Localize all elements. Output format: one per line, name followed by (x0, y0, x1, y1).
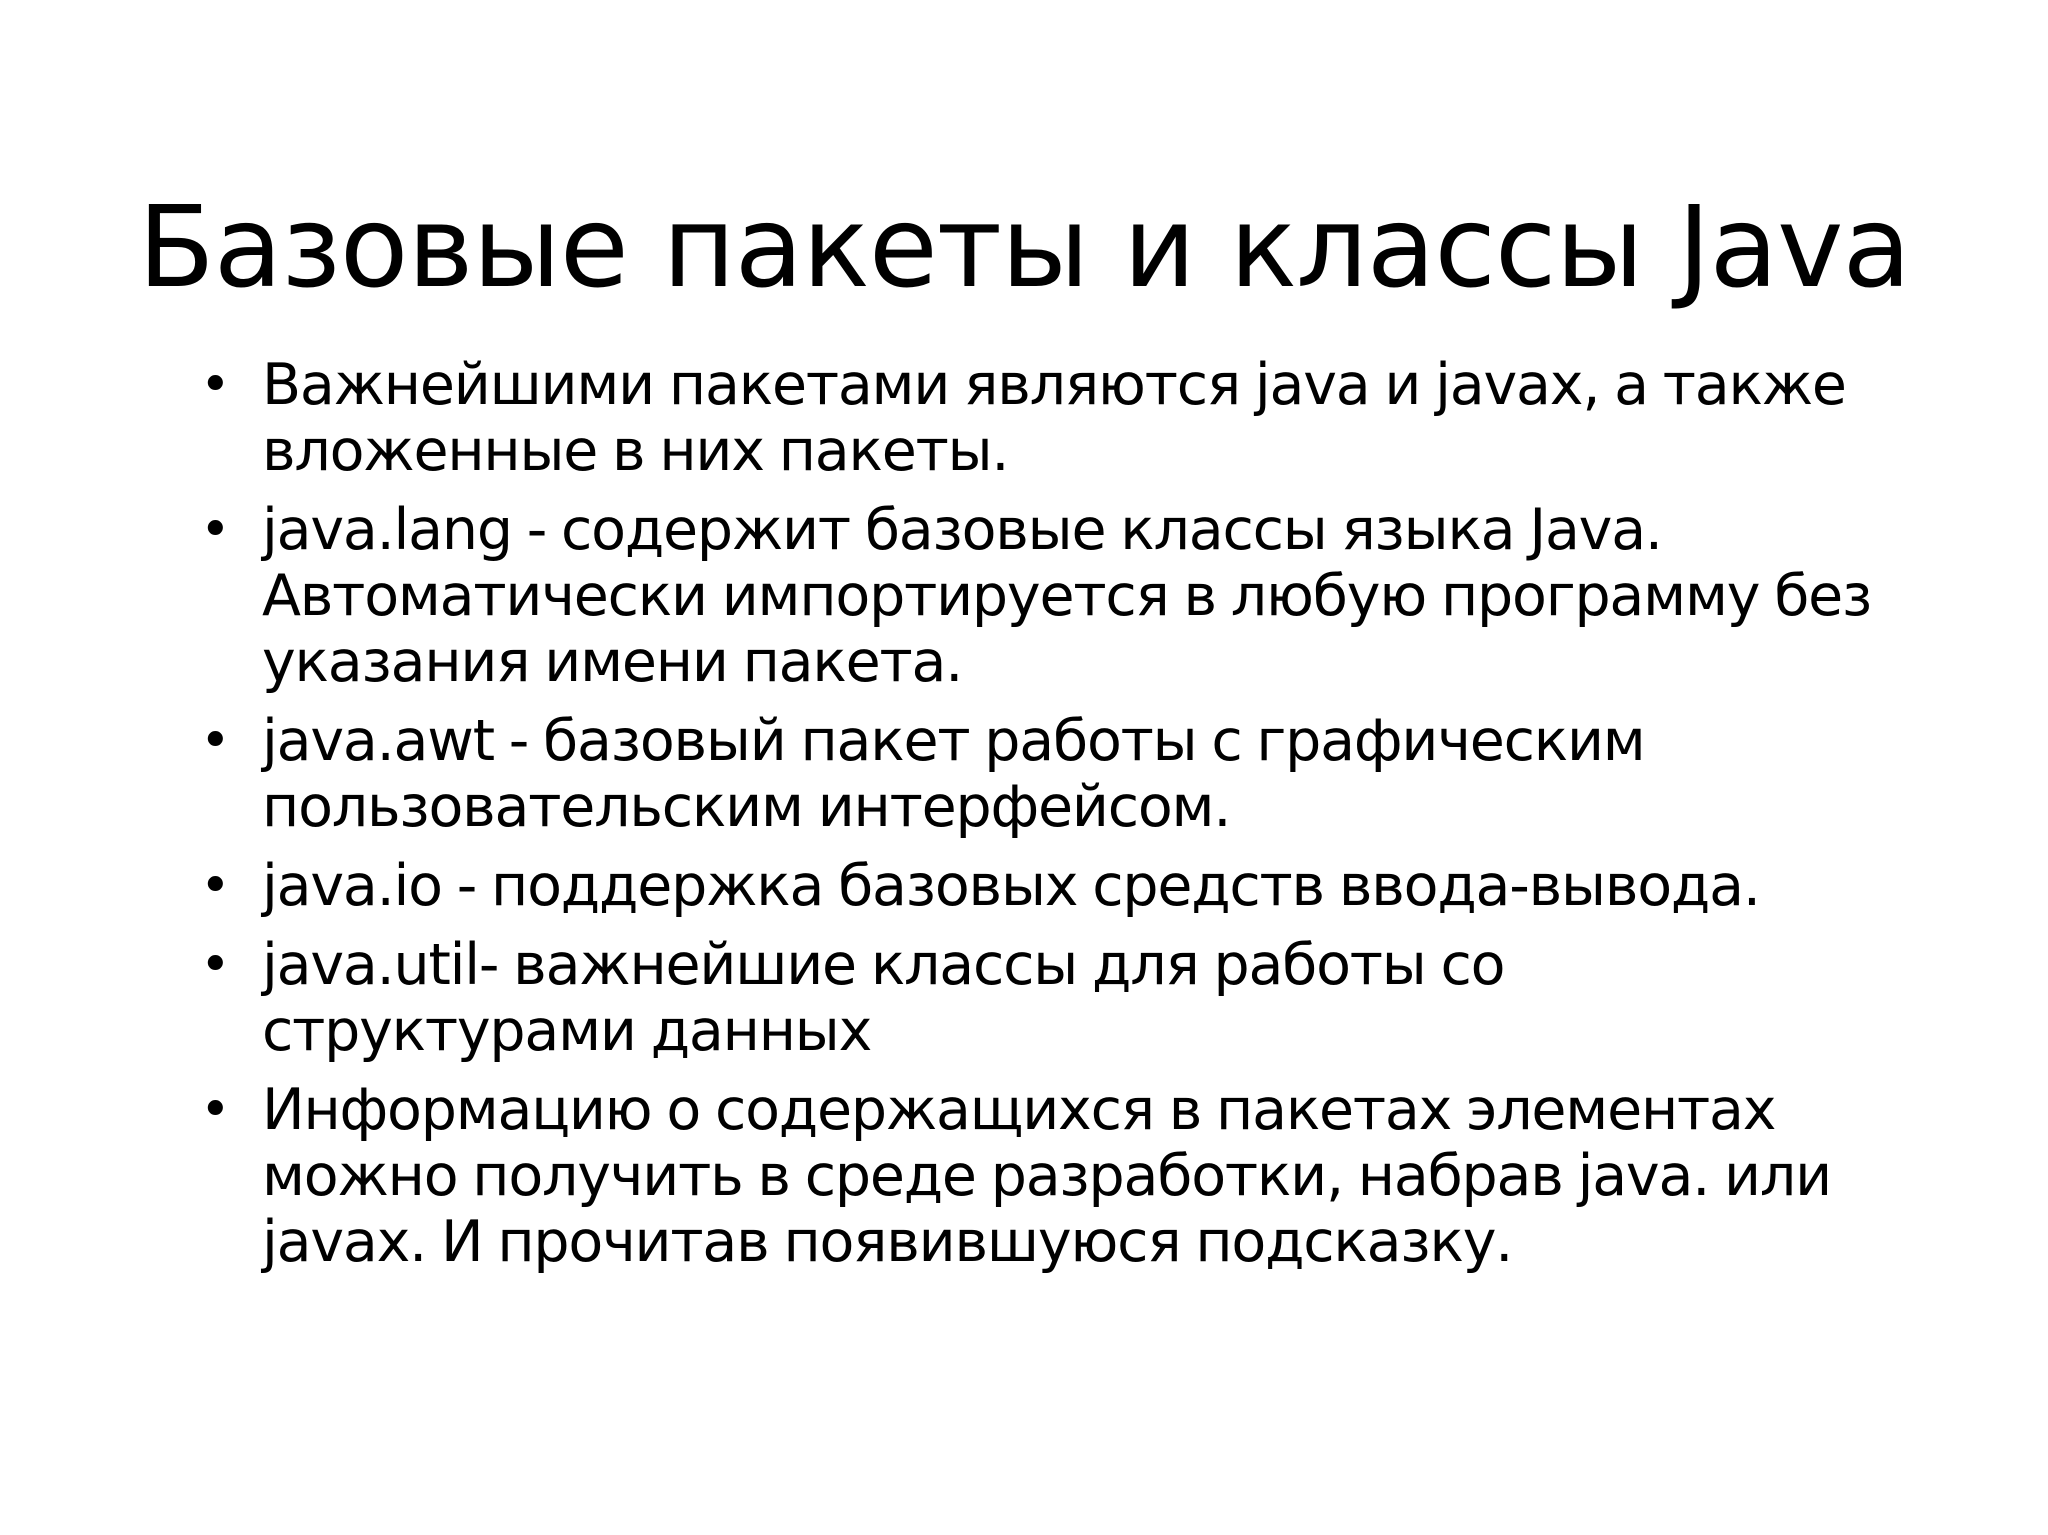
bullet-item-ide-hints (190, 1077, 1890, 1275)
bullet-list (190, 352, 1890, 1288)
bullet-icon: • (200, 856, 230, 916)
bullet-text: Важнейшими пакетами являются java и javax, а также вложенные в них пакеты. (262, 352, 1846, 484)
bullet-icon: • (200, 711, 230, 771)
bullet-icon: • (200, 1080, 230, 1140)
bullet-icon: • (200, 500, 230, 560)
bullet-icon: • (200, 355, 230, 415)
bullet-text: java.io - поддержка базовых средств ввода-вывода. (262, 853, 1760, 919)
bullet-text: Информацию о содержащихся в пакетах элементах можно получить в среде разработки, набрав java. или javax. И прочитав появившуюся подсказку. (262, 1077, 1831, 1275)
bullet-item-java-awt (190, 708, 1890, 840)
bullet-text: java.awt - базовый пакет работы с графическим пользовательским интерфейсом. (262, 708, 1645, 840)
bullet-icon: • (200, 935, 230, 995)
bullet-item-java-io (190, 853, 1890, 919)
bullet-text: java.lang - содержит базовые классы языка Java. Автоматически импортируется в любую программу без указания имени пакета. (262, 497, 1872, 695)
bullet-item-java-lang (190, 497, 1890, 695)
bullet-item-main-packages (190, 352, 1890, 484)
bullet-text: java.util- важнейшие классы для работы со структурами данных (262, 932, 1505, 1064)
bullet-item-java-util (190, 932, 1890, 1064)
slide-title: Базовые пакеты и классы Java (137, 183, 1911, 313)
